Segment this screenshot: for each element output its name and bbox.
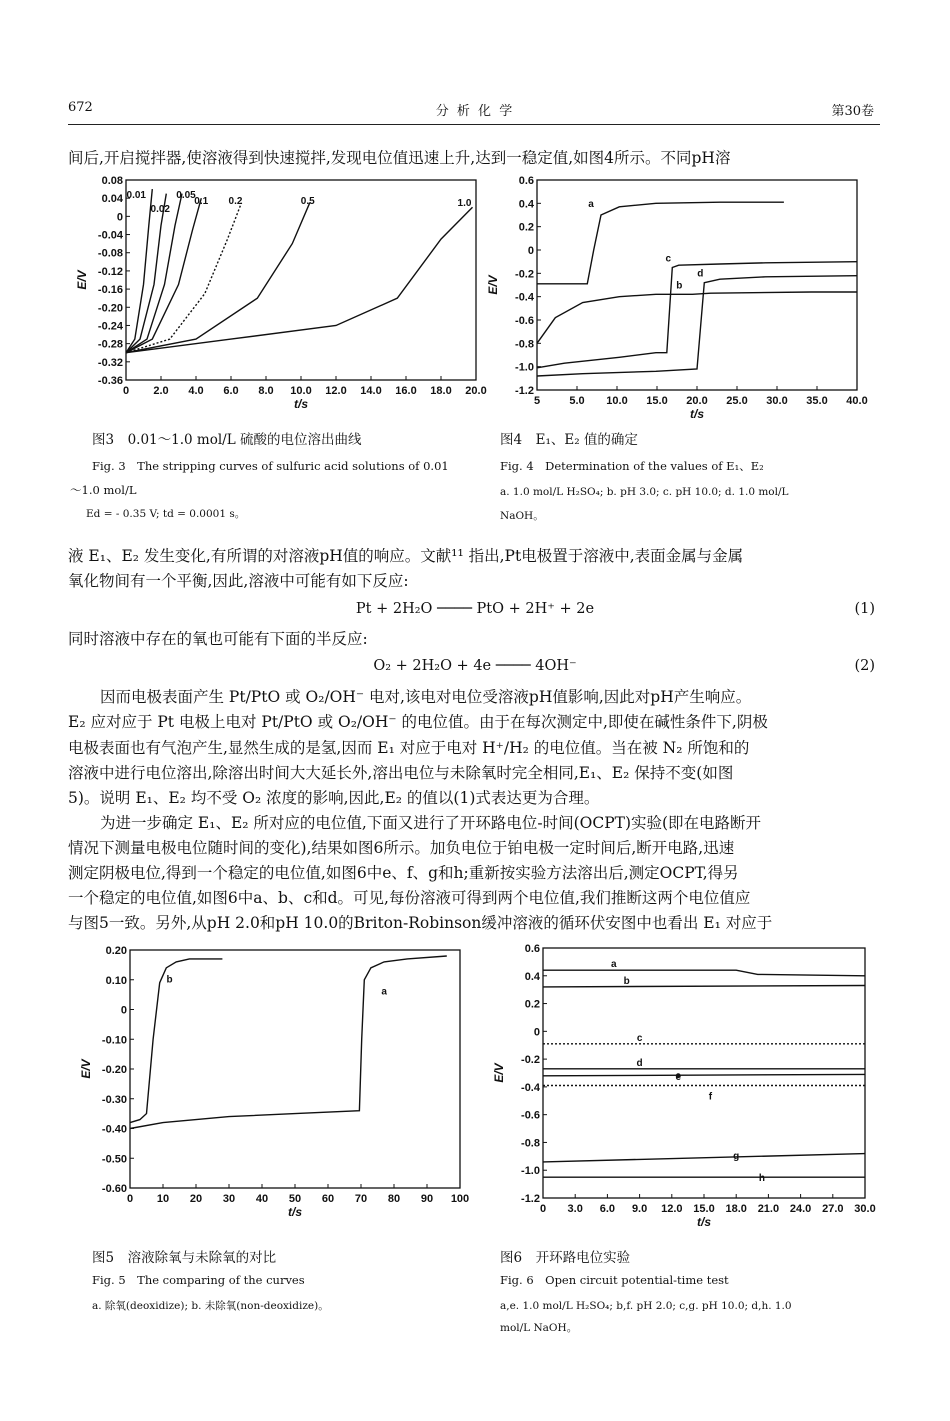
- fig4-xtick-label: 10.0: [606, 395, 628, 407]
- fig5-ytick-label: 0.20: [105, 945, 127, 957]
- fig3-ytick-label: -0.12: [97, 265, 123, 278]
- fig4-xtick-label: 5.0: [569, 395, 585, 407]
- fig3-series-label-1.0: 1.0: [457, 198, 472, 209]
- fig4-xlabel: t/s: [689, 407, 705, 420]
- fig4-series-a: [537, 202, 784, 284]
- fig5-ytick-label: -0.20: [101, 1064, 127, 1076]
- fig6-series-label-b: b: [623, 975, 630, 987]
- fig4-ytick-label: 0: [527, 245, 534, 257]
- header-rule: [68, 124, 880, 125]
- fig3-caption-en: Fig. 3 The stripping curves of sulfuric acid solutions of 0.01: [92, 459, 449, 473]
- fig6-series-label-f: f: [708, 1091, 713, 1103]
- fig3-series-0.5: [126, 203, 310, 353]
- fig3-ytick-label: 0.04: [101, 193, 123, 206]
- fig3-ylabel: E/V: [75, 270, 89, 290]
- fig6-ytick-label: -0.8: [521, 1137, 540, 1150]
- fig5-ytick-label: 0.10: [105, 974, 127, 987]
- fig3-ytick-label: -0.16: [97, 284, 123, 297]
- fig6-xtick-label: 21.0: [757, 1203, 780, 1215]
- fig3-series-0.1: [126, 198, 201, 353]
- fig3-series-label-0.05: 0.05: [176, 190, 196, 201]
- fig6-series-label-g: g: [733, 1150, 740, 1162]
- fig5-series-b: [130, 959, 222, 1123]
- fig4-ytick-label: -1.2: [515, 385, 534, 397]
- fig6-xtick-label: 15.0: [693, 1203, 715, 1215]
- fig6-xtick-label: 18.0: [725, 1203, 747, 1215]
- fig6-series-label-d: d: [636, 1057, 643, 1069]
- fig6-series-label-a: a: [611, 959, 617, 971]
- fig3-xtick-label: 0: [122, 385, 130, 397]
- fig6-xtick-label: 6.0: [599, 1203, 616, 1215]
- fig5-series-a: [130, 956, 447, 1129]
- fig3-xtick-label: 20.0: [465, 385, 487, 397]
- fig6-series-label-h: h: [758, 1173, 766, 1185]
- fig5-xtick-label: 10: [156, 1193, 170, 1205]
- fig4-ytick-label: -0.4: [515, 291, 534, 304]
- fig6-ytick-label: 0.6: [524, 943, 540, 955]
- paragraph-body-6: 为进一步确定 E₁、E₂ 所对应的电位值,下面又进行了开环路电位-时间(OCPT)实验(即在电路断开: [100, 814, 762, 832]
- fig6-xtick-label: 9.0: [631, 1203, 648, 1215]
- fig6-ytick-label: 0: [533, 1026, 540, 1039]
- paragraph-body-9: 一个稳定的电位值,如图6中a、b、c和d。可见,每份溶液可得到两个电位值,我们推断这两个电位值应: [68, 889, 751, 907]
- fig5-ytick-label: 0: [120, 1004, 127, 1017]
- fig3-ytick-label: -0.20: [97, 302, 123, 315]
- fig4-ytick-label: 0.6: [518, 175, 534, 187]
- fig4-caption-legend: a. 1.0 mol/L H₂SO₄; b. pH 3.0; c. pH 10.0; d. 1.0 mol/L: [500, 486, 789, 498]
- fig4-series-label-d: d: [697, 268, 704, 280]
- fig3-xtick-label: 12.0: [325, 385, 347, 397]
- fig4-caption-en: Fig. 4 Determination of the values of E₁、E₂: [500, 459, 764, 473]
- paragraph-mid-1: 液 E₁、E₂ 发生变化,有所谓的对溶液pH值的响应。文献¹¹ 指出,Pt电极置于溶液中,表面金属与金属: [68, 547, 744, 565]
- fig3-series-label-0.02: 0.02: [150, 204, 170, 215]
- equation-1: Pt + 2H₂O ──── PtO + 2H⁺ + 2e: [355, 601, 595, 617]
- fig4-ytick-label: -0.6: [515, 315, 534, 327]
- fig4-xtick-label: 35.0: [806, 395, 828, 407]
- fig6-ylabel: E/V: [492, 1063, 506, 1083]
- fig3-xtick-label: 18.0: [430, 385, 452, 397]
- fig5-xtick-label: 20: [189, 1193, 203, 1205]
- fig5-xtick-label: 100: [450, 1193, 470, 1205]
- fig5-xtick-label: 30: [222, 1193, 236, 1205]
- fig6-series-a: [543, 970, 865, 976]
- fig5-xtick-label: 70: [354, 1193, 368, 1205]
- fig6-series-b: [543, 986, 865, 987]
- fig6-xtick-label: 24.0: [789, 1203, 812, 1215]
- fig3-xtick-label: 2.0: [153, 385, 169, 397]
- fig6-series-g: [543, 1154, 865, 1162]
- fig4-xtick-label: 40.0: [846, 395, 868, 407]
- fig3-series-label-0.1: 0.1: [194, 196, 209, 207]
- fig3-xtick-label: 4.0: [188, 385, 204, 397]
- fig3-ytick-label: 0.08: [101, 175, 123, 187]
- fig5-xtick-label: 50: [288, 1193, 302, 1205]
- fig5-chart: [68, 940, 488, 1230]
- paragraph-body-5: 5)。说明 E₁、E₂ 均不受 O₂ 浓度的影响,因此,E₂ 的值以(1)式表达更为合理。: [68, 789, 600, 807]
- fig5-ytick-label: -0.10: [101, 1034, 127, 1047]
- fig5-xtick-label: 90: [420, 1193, 434, 1205]
- equation-1-number: (1): [854, 601, 875, 617]
- fig5-ytick-label: -0.60: [101, 1183, 127, 1195]
- paragraph-body-1: 因而电极表面产生 Pt/PtO 或 O₂/OH⁻ 电对,该电对电位受溶液pH值影响,因此对pH产生响应。: [100, 688, 752, 706]
- fig6-caption-en: Fig. 6 Open circuit potential-time test: [500, 1273, 729, 1287]
- fig5-ytick-label: -0.50: [101, 1153, 127, 1166]
- fig5-caption-cn: 图5 溶液除氧与未除氧的对比: [92, 1250, 277, 1266]
- volume-label: 第30卷: [831, 104, 874, 119]
- fig4-series-label-a: a: [588, 199, 594, 210]
- fig3-series-label-0.5: 0.5: [300, 196, 315, 207]
- fig6-ytick-label: -0.2: [521, 1054, 540, 1067]
- fig6-xtick-label: 12.0: [661, 1203, 683, 1215]
- fig6-series-label-c: c: [636, 1032, 643, 1044]
- fig6-ytick-label: -0.6: [521, 1109, 540, 1122]
- paragraph-body-8: 测定阴极电位,得到一个稳定的电位值,如图6中e、f、g和h;重新按实验方法溶出后,测定OCPT,得另: [68, 864, 739, 882]
- fig6-chart: [485, 940, 885, 1230]
- fig4-ytick-label: 0.4: [518, 198, 534, 211]
- fig6-xtick-label: 3.0: [567, 1203, 583, 1215]
- fig6-xtick-label: 0: [539, 1203, 547, 1215]
- fig5-xtick-label: 60: [321, 1193, 335, 1205]
- paragraph-mid-2: 氧化物间有一个平衡,因此,溶液中可能有如下反应:: [68, 572, 409, 590]
- journal-title: 分 析 化 学: [435, 104, 515, 119]
- fig5-xtick-label: 40: [255, 1193, 269, 1205]
- fig4-ytick-label: 0.2: [518, 221, 534, 234]
- fig6-xlabel: t/s: [696, 1215, 712, 1229]
- fig6-xtick-label: 30.0: [854, 1203, 876, 1215]
- fig3-caption-cn: 图3 0.01～1.0 mol/L 硫酸的电位溶出曲线: [92, 432, 362, 448]
- fig5-caption-en: Fig. 5 The comparing of the curves: [92, 1273, 305, 1287]
- fig5-plot-frame: [130, 950, 460, 1188]
- fig4-caption-legend-2: NaOH。: [500, 510, 544, 522]
- fig4-xtick-label: 5: [533, 395, 541, 407]
- fig3-xtick-label: 8.0: [258, 385, 274, 397]
- fig6-caption-legend-2: mol/L NaOH。: [500, 1322, 578, 1334]
- fig3-series-0.02: [126, 194, 166, 353]
- fig5-xtick-label: 80: [387, 1193, 401, 1205]
- fig4-xtick-label: 25.0: [726, 395, 748, 407]
- fig4-series-label-c: c: [665, 253, 672, 265]
- fig4-xtick-label: 30.0: [766, 395, 788, 407]
- fig3-xtick-label: 16.0: [395, 385, 417, 397]
- fig5-ylabel: E/V: [79, 1059, 93, 1079]
- fig5-series-label-b: b: [166, 974, 173, 986]
- fig6-ytick-label: 0.4: [524, 970, 540, 983]
- fig3-ytick-label: -0.28: [97, 338, 123, 351]
- fig5-xlabel: t/s: [287, 1205, 303, 1219]
- fig4-plot-frame: [537, 180, 857, 390]
- fig3-chart: [68, 170, 488, 420]
- fig3-xtick-label: 10.0: [290, 385, 312, 397]
- fig3-xtick-label: 14.0: [360, 385, 382, 397]
- fig6-marker-e: [676, 1073, 681, 1078]
- fig6-caption-legend: a,e. 1.0 mol/L H₂SO₄; b,f. pH 2.0; c,g. pH 10.0; d,h. 1.0: [500, 1300, 792, 1312]
- fig4-ytick-label: -0.8: [515, 338, 534, 351]
- fig6-ytick-label: -1.2: [521, 1193, 540, 1205]
- paragraph-eq-between: 同时溶液中存在的氧也可能有下面的半反应:: [68, 630, 368, 648]
- fig3-series-label-0.2: 0.2: [228, 196, 243, 207]
- fig5-series-label-a: a: [381, 986, 387, 998]
- fig3-series-label-0.01: 0.01: [126, 190, 146, 201]
- paragraph-body-3: 电极表面也有气泡产生,显然生成的是氢,因而 E₁ 对应于电对 H⁺/H₂ 的电位值。当在被 N₂ 所饱和的: [68, 739, 750, 757]
- fig4-xtick-label: 15.0: [646, 395, 668, 407]
- fig6-ytick-label: 0.2: [524, 998, 540, 1011]
- fig6-series-e: [543, 1074, 865, 1075]
- paragraph-body-10: 与图5一致。另外,从pH 2.0和pH 10.0的Briton-Robinson缓冲溶液的循环伏安图中也看出 E₁ 对应于: [68, 914, 773, 932]
- fig4-series-b: [537, 292, 857, 343]
- fig3-ytick-label: -0.08: [97, 247, 123, 260]
- fig3-ytick-label: -0.24: [97, 320, 123, 333]
- fig4-xtick-label: 20.0: [686, 395, 708, 407]
- fig3-caption-conditions: Ed = - 0.35 V; td = 0.0001 s。: [86, 508, 246, 520]
- fig5-ytick-label: -0.40: [101, 1123, 127, 1136]
- paragraph-body-4: 溶液中进行电位溶出,除溶出时间大大延长外,溶出电位与未除氧时完全相同,E₁、E₂ 保持不变(如图: [68, 764, 734, 782]
- fig5-ytick-label: -0.30: [101, 1093, 127, 1106]
- fig4-chart: [485, 170, 885, 420]
- fig6-caption-cn: 图6 开环路电位实验: [500, 1250, 631, 1266]
- fig4-ylabel: E/V: [486, 275, 500, 295]
- fig6-ytick-label: -0.4: [521, 1081, 540, 1094]
- fig5-caption-legend: a. 除氧(deoxidize); b. 未除氧(non-deoxidize)。: [92, 1300, 329, 1312]
- fig3-ytick-label: -0.36: [97, 375, 123, 387]
- fig3-series-0.2: [126, 203, 242, 353]
- fig4-series-label-b: b: [676, 280, 683, 292]
- fig3-ytick-label: -0.32: [97, 356, 123, 369]
- fig6-xtick-label: 27.0: [822, 1203, 844, 1215]
- page-number: 672: [68, 100, 93, 115]
- fig3-caption-en-2: ～1.0 mol/L: [70, 483, 137, 497]
- fig4-ytick-label: -0.2: [515, 268, 534, 281]
- fig5-xtick-label: 0: [126, 1193, 134, 1205]
- equation-2-number: (2): [854, 658, 875, 674]
- fig4-caption-cn: 图4 E₁、E₂ 值的确定: [500, 432, 638, 448]
- paragraph-body-7: 情况下测量电极电位随时间的变化),结果如图6所示。加负电位于铂电极一定时间后,断开电路,迅速: [68, 839, 735, 857]
- fig3-xlabel: t/s: [293, 397, 309, 411]
- paragraph-top: 间后,开启搅拌器,使溶液得到快速搅拌,发现电位值迅速上升,达到一稳定值,如图4所示。不同pH溶: [68, 149, 731, 167]
- fig6-ytick-label: -1.0: [521, 1165, 540, 1178]
- fig3-series-0.05: [126, 194, 182, 353]
- fig3-xtick-label: 6.0: [223, 385, 239, 397]
- fig4-ytick-label: -1.0: [515, 361, 534, 374]
- equation-2: O₂ + 2H₂O + 4e ──── 4OH⁻: [373, 658, 577, 674]
- fig3-ytick-label: 0: [116, 211, 123, 224]
- fig3-ytick-label: -0.04: [97, 229, 123, 242]
- paragraph-body-2: E₂ 应对应于 Pt 电极上电对 Pt/PtO 或 O₂/OH⁻ 的电位值。由于在每次测定中,即使在碱性条件下,阴极: [68, 713, 768, 731]
